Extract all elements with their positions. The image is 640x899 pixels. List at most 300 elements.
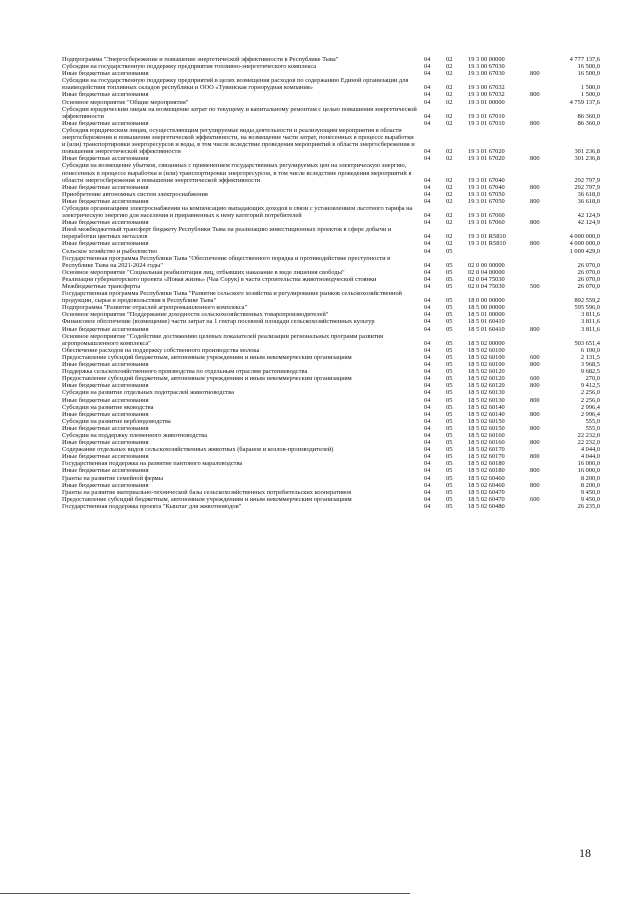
cell-sum: 4 777 137,6: [569, 56, 600, 63]
cell-name: Основное мероприятие "Социальная реабилитация лиц, отбывших наказание в виде лишения свободы": [62, 268, 345, 276]
cell-rz: 04: [424, 183, 431, 191]
table-row: [62, 467, 600, 474]
cell-cs: 19 3 01 67060: [468, 219, 505, 227]
cell-rz: 04: [424, 63, 431, 71]
cell-name: Предоставление субсидий бюджетным, автономным учреждениям и иным некоммерческим организациям: [62, 375, 352, 383]
cell-rz: 04: [424, 212, 431, 220]
cell-name: Иные бюджетные ассигнования: [62, 155, 149, 163]
cell-vr: [530, 290, 556, 304]
cell-name: Финансовое обеспечение (возмещение) части затрат на 1 гектар посевной площади сельскохозяйственных культур: [62, 318, 375, 326]
cell-rz: 04: [424, 474, 431, 482]
cell-rz: 04: [424, 396, 431, 404]
cell-sum: 16 000,0: [577, 467, 600, 475]
cell-rz: 04: [424, 112, 431, 120]
cell-pr: 05: [446, 467, 453, 475]
cell-sum: 1 500,0: [580, 84, 600, 92]
cell-cs: 18 5 02 60120: [468, 375, 505, 383]
cell-cs: [468, 248, 530, 255]
table-row: [62, 191, 600, 198]
table-row: [62, 248, 600, 255]
cell-vr: 800: [530, 382, 540, 390]
cell-name: Основное мероприятие "Общие мероприятия": [62, 98, 189, 106]
cell-cs: 19 3 01 67040: [468, 176, 505, 184]
cell-pr: 05: [446, 247, 453, 255]
cell-vr: 800: [530, 119, 540, 127]
cell-name: Поддержка сельскохозяйственного производства по отдельным отраслям растениеводства: [62, 368, 308, 376]
cell-pr: 05: [446, 424, 453, 432]
cell-vr: [530, 333, 556, 347]
cell-cs: 19 3 01 00000: [468, 98, 505, 106]
cell-cs: 18 5 01 60410: [468, 318, 505, 326]
cell-sum: 26 070,0: [577, 283, 600, 290]
cell-cs: 18 5 02 60170: [468, 453, 505, 461]
cell-sum: 555,0: [585, 424, 600, 432]
cell-name: Предоставление субсидий бюджетным, автономным учреждениям и иным некоммерческим организациям: [62, 495, 352, 503]
cell-vr: [530, 347, 556, 354]
cell-cs: 19 3 01 67050: [468, 190, 505, 198]
cell-cs: 19 3 01 67060: [468, 212, 505, 220]
cell-pr: 05: [446, 453, 453, 461]
table-row: [62, 311, 600, 318]
cell-rz: 04: [424, 318, 431, 326]
cell-pr: 05: [446, 261, 453, 269]
table-row: [62, 219, 600, 226]
cell-name: Иные бюджетные ассигнования: [62, 240, 149, 248]
table-row: [62, 411, 600, 418]
cell-rz: 04: [424, 382, 431, 390]
cell-vr: [530, 368, 556, 375]
cell-rz: 04: [424, 247, 431, 255]
cell-vr: [530, 475, 556, 482]
cell-pr: 02: [446, 219, 453, 227]
cell-sum: 292 797,9: [574, 176, 600, 184]
cell-sum: 3 811,6: [581, 318, 600, 326]
cell-vr: 800: [530, 91, 540, 99]
cell-name: Государственная поддержка на развитие пантового мараловодства: [62, 460, 243, 468]
cell-cs: 18 5 02 60150: [468, 417, 505, 425]
cell-rz: 04: [424, 424, 431, 432]
cell-name: Субсидии юридическим лицам на возмещение затрат по текущему и капитальному ремонтам с целью повышения энергетической эффективности: [62, 105, 417, 120]
cell-pr: 05: [446, 417, 453, 425]
cell-rz: 04: [424, 446, 431, 454]
budget-table-body: [62, 56, 600, 510]
cell-cs: 19 3 00 67030: [468, 70, 505, 78]
cell-sum: 86 360,0: [577, 112, 600, 120]
cell-vr: [530, 311, 556, 318]
cell-sum: 26 070,0: [577, 261, 600, 269]
cell-vr: 600: [530, 495, 540, 503]
cell-rz: 04: [424, 389, 431, 397]
cell-sum: 4 044,0: [580, 453, 600, 461]
cell-pr: 05: [446, 410, 453, 418]
cell-sum: 16 500,0: [577, 63, 600, 71]
table-row: [62, 354, 600, 361]
cell-sum: 2 996,4: [580, 410, 600, 418]
cell-cs: 18 5 02 60470: [468, 495, 505, 503]
cell-cs: 18 5 02 60460: [468, 474, 505, 482]
cell-pr: 02: [446, 183, 453, 191]
cell-name: Государственная программа Республики Тыва "Развитие сельского хозяйства и регулирование рынков сельскохозяйственной продукции, сырья и продовольствия в Республике Тыва": [62, 290, 402, 305]
cell-vr: 800: [530, 410, 540, 418]
table-row: [62, 155, 600, 162]
cell-cs: 19 3 01 67020: [468, 148, 505, 156]
table-row: [62, 240, 600, 247]
cell-cs: 18 5 02 60460: [468, 481, 505, 489]
table-row: [62, 283, 600, 290]
cell-cs: 18 5 02 60130: [468, 389, 505, 397]
table-row: [62, 269, 600, 276]
cell-vr: [530, 248, 556, 255]
cell-sum: 503 651,4: [574, 339, 600, 347]
cell-sum: 2 256,0: [580, 389, 600, 397]
cell-cs: 02 0 04 75030: [468, 275, 505, 283]
cell-vr: 800: [530, 219, 540, 227]
cell-rz: 04: [424, 56, 431, 63]
cell-sum: 22 232,0: [577, 431, 600, 439]
cell-pr: 05: [446, 396, 453, 404]
cell-pr: 05: [446, 268, 453, 276]
cell-cs: 18 5 02 60100: [468, 353, 505, 361]
cell-sum: 16 000,0: [577, 460, 600, 468]
cell-rz: 04: [424, 275, 431, 283]
cell-name: Иные бюджетные ассигнования: [62, 424, 149, 432]
cell-pr: 05: [446, 488, 453, 496]
cell-cs: 18 5 02 60170: [468, 446, 505, 454]
table-row: [62, 198, 600, 205]
cell-cs: 19 3 01 R5810: [468, 233, 506, 241]
cell-cs: 19 3 00 67030: [468, 63, 505, 71]
cell-name: Иные бюджетные ассигнования: [62, 91, 149, 99]
cell-vr: [530, 404, 556, 411]
cell-pr: 05: [446, 375, 453, 383]
cell-name: Межбюджетные трансферты: [62, 283, 141, 290]
cell-name: Обеспечение расходов на поддержку собственного производства молока: [62, 346, 260, 354]
cell-sum: 595 596,0: [574, 304, 600, 312]
cell-rz: 04: [424, 481, 431, 489]
table-row: [62, 418, 600, 425]
cell-cs: 18 5 02 60120: [468, 368, 505, 376]
table-row: [62, 489, 600, 496]
cell-vr: 500: [530, 283, 540, 290]
table-row: [62, 70, 600, 77]
cell-name: Основное мероприятие "Поддержание доходности сельскохозяйственных товаропроизводителей": [62, 311, 329, 319]
cell-sum: 301 236,8: [574, 148, 600, 156]
cell-pr: 02: [446, 119, 453, 127]
cell-sum: 36 618,0: [577, 190, 600, 198]
table-row: [62, 347, 600, 354]
table-row: [62, 453, 600, 460]
cell-vr: [530, 276, 556, 283]
table-row: [62, 460, 600, 467]
cell-vr: 800: [530, 439, 540, 447]
cell-cs: 19 3 00 67032: [468, 84, 505, 92]
cell-cs: 19 3 01 67010: [468, 119, 505, 127]
cell-pr: 02: [446, 84, 453, 92]
table-row: [62, 425, 600, 432]
cell-rz: 04: [424, 98, 431, 106]
cell-pr: 02: [446, 240, 453, 248]
cell-pr: 02: [446, 176, 453, 184]
cell-cs: 18 5 02 00000: [468, 339, 505, 347]
cell-rz: 04: [424, 240, 431, 248]
cell-rz: 04: [424, 361, 431, 369]
cell-sum: 16 500,0: [577, 70, 600, 78]
cell-pr: 02: [446, 233, 453, 241]
cell-pr: 05: [446, 446, 453, 454]
cell-rz: 04: [424, 268, 431, 276]
cell-cs: 18 5 02 60100: [468, 361, 505, 369]
cell-name: Субсидии на развитие верблюдоводства: [62, 417, 171, 425]
cell-cs: 18 5 02 60100: [468, 346, 505, 354]
cell-vr: 600: [530, 353, 540, 361]
cell-rz: 04: [424, 311, 431, 319]
cell-sum: 9 412,5: [580, 382, 600, 390]
cell-pr: 05: [446, 311, 453, 319]
cell-sum: 892 559,2: [574, 297, 600, 305]
cell-sum: 9 450,0: [580, 488, 600, 496]
table-row: [62, 205, 600, 219]
table-row: [62, 184, 600, 191]
cell-vr: [530, 389, 556, 396]
cell-vr: 800: [530, 240, 540, 248]
cell-pr: 02: [446, 63, 453, 71]
cell-name: Иные бюджетные ассигнования: [62, 70, 149, 78]
cell-pr: 05: [446, 304, 453, 312]
cell-pr: 02: [446, 212, 453, 220]
table-row: [62, 432, 600, 439]
cell-vr: 800: [530, 467, 540, 475]
cell-vr: 800: [530, 183, 540, 191]
cell-rz: 04: [424, 431, 431, 439]
cell-pr: 05: [446, 502, 453, 510]
cell-vr: [530, 318, 556, 325]
cell-sum: 4 759 137,6: [569, 98, 600, 106]
table-row: [62, 375, 600, 382]
cell-rz: 04: [424, 453, 431, 461]
table-row: [62, 361, 600, 368]
cell-cs: 18 5 01 00000: [468, 311, 505, 319]
table-row: [62, 290, 600, 304]
cell-name: Подпрограмма "Развитие отраслей агропромышленного комплекса": [62, 304, 248, 312]
cell-rz: 04: [424, 368, 431, 376]
table-row: [62, 120, 600, 127]
table-row: [62, 226, 600, 240]
cell-cs: 02 0 00 00000: [468, 261, 505, 269]
table-row: [62, 304, 600, 311]
table-row: [62, 63, 600, 70]
cell-vr: [530, 63, 556, 70]
cell-name: Содержание отдельных видов сельскохозяйственных животных (баранов и козлов-производителей): [62, 446, 334, 454]
cell-name: Иные бюджетные ассигнования: [62, 453, 149, 461]
cell-sum: 8 200,0: [580, 481, 600, 489]
cell-rz: 04: [424, 346, 431, 354]
cell-sum: 555,0: [585, 417, 600, 425]
cell-vr: 800: [530, 396, 540, 404]
cell-rz: 04: [424, 417, 431, 425]
cell-rz: 04: [424, 91, 431, 99]
cell-pr: 05: [446, 325, 453, 333]
cell-name: Иные бюджетные ассигнования: [62, 382, 149, 390]
cell-vr: 800: [530, 70, 540, 78]
table-row: [62, 106, 600, 120]
cell-name: Подпрограмма "Энергосбережение и повышение энергетической эффективности в Республике Тыва": [62, 56, 339, 63]
cell-cs: 02 0 04 00000: [468, 268, 505, 276]
cell-name: Субсидии на возмещение убытков, связанных с применением государственных регулируемых цен на электрическую энергию, понесенных в процессе выработки и (или) транспортировки энергоресурсов, в том числе вследствие проведения мероприятий в области энергосбережения и повышения энергетической эффективности: [62, 162, 412, 184]
cell-cs: 18 5 02 60180: [468, 467, 505, 475]
cell-sum: 2 256,0: [580, 396, 600, 404]
table-row: [62, 276, 600, 283]
cell-cs: 18 5 02 60150: [468, 424, 505, 432]
table-row: [62, 397, 600, 404]
cell-vr: [530, 446, 556, 453]
cell-cs: 18 5 02 60470: [468, 488, 505, 496]
cell-pr: 05: [446, 297, 453, 305]
cell-pr: 02: [446, 148, 453, 156]
table-row: [62, 56, 600, 63]
cell-name: Субсидии на государственную поддержку предприятий в целях возмещения расходов по содержанию Единой организации для взаимодействия топливных складов республики и ООО «Тувинская горнорудная компания»: [62, 77, 409, 92]
cell-sum: 3 811,6: [581, 325, 600, 333]
table-row: [62, 475, 600, 482]
cell-sum: 36 618,0: [577, 197, 600, 205]
cell-vr: 600: [530, 375, 540, 383]
cell-sum: 3 968,5: [580, 361, 600, 369]
cell-rz: 04: [424, 325, 431, 333]
cell-name: Предоставление субсидий бюджетным, автономным учреждениям и иным некоммерческим организациям: [62, 353, 352, 361]
cell-cs: 19 3 01 67050: [468, 197, 505, 205]
cell-pr: 05: [446, 361, 453, 369]
cell-pr: 05: [446, 431, 453, 439]
cell-name: Субсидии на развитие яководства: [62, 403, 154, 411]
cell-pr: 02: [446, 70, 453, 78]
cell-name: Приобретение автономных систем электроснабжения: [62, 190, 208, 198]
cell-rz: 04: [424, 339, 431, 347]
cell-rz: 04: [424, 84, 431, 92]
cell-rz: 04: [424, 219, 431, 227]
cell-vr: [530, 162, 556, 183]
cell-vr: [530, 255, 556, 269]
cell-vr: [530, 127, 556, 155]
cell-sum: 42 124,9: [577, 212, 600, 220]
cell-cs: 18 5 02 60480: [468, 502, 505, 510]
budget-document: [62, 56, 600, 510]
cell-name: Субсидии организациям электроснабжения на компенсацию выпадающих доходов в связи с установлением льготного тарифа на электрическую энергию для населения и приравненных к нему категорий потребителей: [62, 204, 413, 220]
cell-rz: 04: [424, 297, 431, 305]
cell-vr: 800: [530, 197, 540, 205]
cell-rz: 04: [424, 375, 431, 383]
cell-pr: 05: [446, 339, 453, 347]
cell-sum: 270,0: [585, 375, 600, 383]
cell-sum: 6 100,0: [580, 346, 600, 354]
table-row: [62, 482, 600, 489]
cell-cs: 18 5 00 00000: [468, 304, 505, 312]
cell-pr: 02: [446, 155, 453, 163]
table-row: [62, 91, 600, 98]
table-row: [62, 77, 600, 91]
cell-vr: [530, 269, 556, 276]
cell-cs: 18 5 02 60120: [468, 382, 505, 390]
cell-pr: 02: [446, 112, 453, 120]
cell-vr: 800: [530, 155, 540, 163]
cell-sum: 9 682,5: [580, 368, 600, 376]
cell-pr: 05: [446, 346, 453, 354]
cell-sum: 26 235,0: [577, 502, 600, 510]
cell-sum: 292 797,9: [574, 183, 600, 191]
cell-sum: 3 811,6: [581, 311, 600, 319]
cell-name: Иные бюджетные ассигнования: [62, 410, 149, 418]
cell-vr: [530, 503, 556, 510]
cell-cs: 19 3 00 67032: [468, 91, 505, 99]
cell-name: Сельское хозяйство и рыболовство: [62, 247, 158, 255]
cell-name: Иные бюджетные ассигнования: [62, 183, 149, 191]
cell-pr: 05: [446, 495, 453, 503]
cell-rz: 04: [424, 495, 431, 503]
cell-rz: 04: [424, 403, 431, 411]
cell-name: Иные бюджетные ассигнования: [62, 481, 149, 489]
cell-vr: [530, 106, 556, 120]
cell-cs: 02 0 04 75030: [468, 283, 505, 290]
cell-rz: 04: [424, 233, 431, 241]
cell-name: Иной межбюджетный трансферт бюджету Республики Тыва на реализацию инвестиционных проектов в сфере добычи и переработки цветных металлов: [62, 226, 392, 241]
cell-pr: 02: [446, 98, 453, 106]
cell-rz: 04: [424, 488, 431, 496]
cell-vr: [530, 304, 556, 311]
cell-rz: 04: [424, 119, 431, 127]
cell-vr: [530, 418, 556, 425]
cell-pr: 05: [446, 318, 453, 326]
cell-vr: [530, 99, 556, 106]
cell-cs: 18 5 02 60180: [468, 460, 505, 468]
cell-vr: 800: [530, 453, 540, 461]
cell-sum: 42 124,9: [577, 219, 600, 227]
cell-sum: 2 131,5: [580, 353, 600, 361]
cell-rz: 04: [424, 148, 431, 156]
cell-rz: 04: [424, 439, 431, 447]
cell-name: Гранты на развитие материально-технической базы сельскохозяйственных потребительских кооперативов: [62, 488, 352, 496]
cell-rz: 04: [424, 502, 431, 510]
cell-pr: 05: [446, 481, 453, 489]
table-row: [62, 439, 600, 446]
cell-sum: 26 070,0: [577, 275, 600, 283]
cell-sum: 22 232,0: [577, 439, 600, 447]
cell-vr: [530, 460, 556, 467]
cell-cs: 19 3 00 00000: [468, 56, 505, 63]
cell-pr: 05: [446, 403, 453, 411]
cell-pr: 05: [446, 275, 453, 283]
cell-sum: 8 200,0: [580, 474, 600, 482]
cell-cs: 18 5 01 60410: [468, 325, 505, 333]
table-row: [62, 404, 600, 411]
cell-pr: 02: [446, 91, 453, 99]
table-row: [62, 162, 600, 183]
table-row: [62, 503, 600, 510]
cell-pr: 05: [446, 353, 453, 361]
cell-name: Субсидии на развитие отдельных подотраслей животноводства: [62, 389, 234, 397]
cell-rz: 04: [424, 353, 431, 361]
cell-pr: 02: [446, 56, 453, 63]
cell-pr: 05: [446, 382, 453, 390]
cell-rz: 04: [424, 70, 431, 78]
cell-pr: 05: [446, 283, 453, 290]
cell-sum: 4 044,0: [580, 446, 600, 454]
cell-pr: 02: [446, 190, 453, 198]
cell-vr: [530, 489, 556, 496]
cell-sum: 4 000 000,0: [569, 240, 600, 248]
table-row: [62, 496, 600, 503]
cell-pr: 05: [446, 368, 453, 376]
cell-rz: 04: [424, 460, 431, 468]
cell-vr: [530, 56, 556, 63]
table-row: [62, 127, 600, 155]
